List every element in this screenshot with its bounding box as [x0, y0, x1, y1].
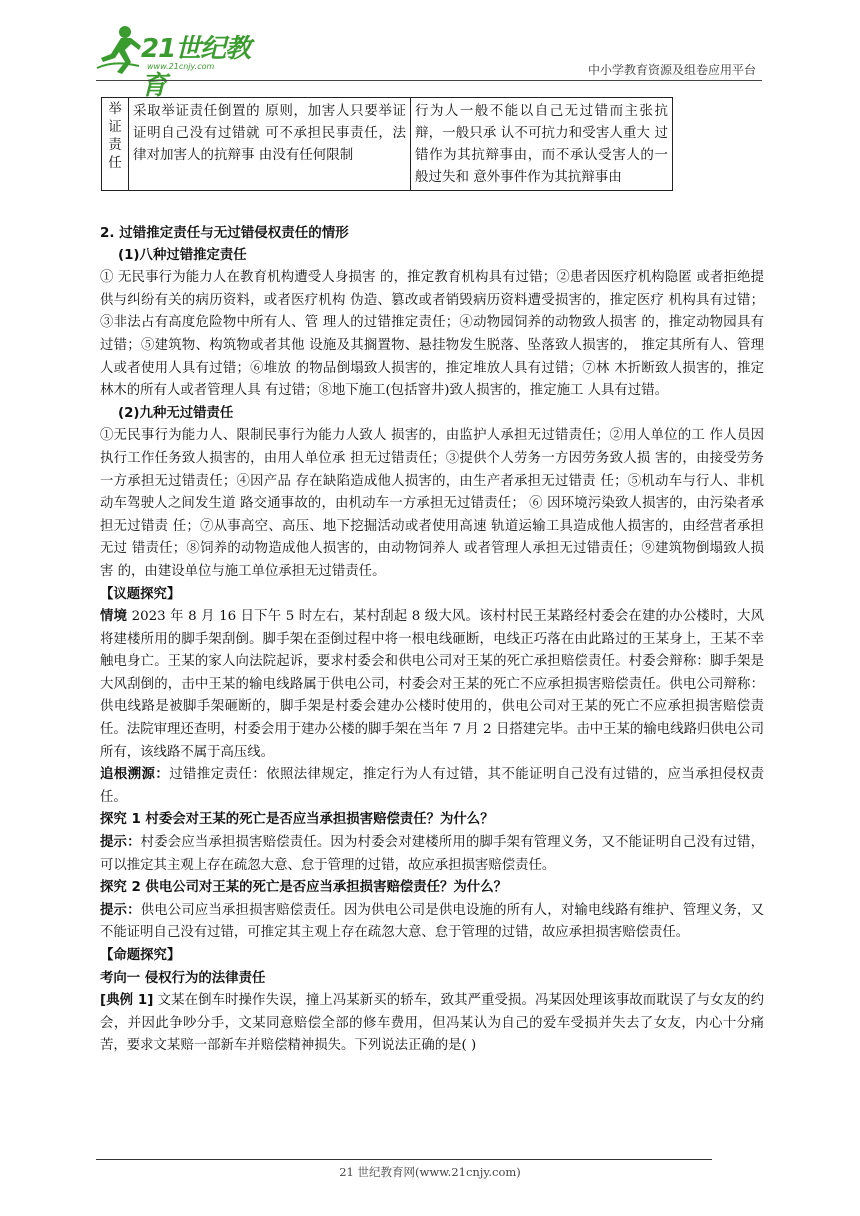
hint-1-label: 提示：: [100, 835, 141, 851]
explore-1: [100, 809, 764, 832]
runner-logo-icon: [95, 24, 143, 76]
trace-paragraph: [100, 764, 764, 809]
section-title: 2. 过错推定责任与无过错侵权责任的情形: [100, 225, 349, 241]
explore-1-label: 探究 1: [100, 812, 141, 828]
subsection-title-2: (2)九种无过错责任: [118, 405, 234, 421]
example-1-label: [典例 1]: [100, 993, 154, 1009]
header-platform-title: 中小学教育资源及组卷应用平台: [587, 63, 756, 77]
table-cell-no-fault: 行为人一般不能以自己无过错而主张抗辩，一般只承 认不可抗力和受害人重大 过错作为其抗辩事由，而不承认受害人的一般过失和 意外事件作为其抗辩事由: [411, 98, 673, 191]
example-1-text: 文某在倒车时操作失误，撞上冯某新买的轿车，致其严重受损。冯某因处理该事故而耽误了与女友的约会，并因此争吵分手，文某同意赔偿全部的修车费用，但冯某认为自己的爱车受损并失去了女友，内心十分痛苦，要求文某赔一部新车并赔偿精神损失。下列说法正确的是( ): [100, 993, 764, 1054]
direction-1-text: 侵权行为的法律责任: [140, 970, 266, 986]
table-row-head: [102, 98, 129, 191]
subsection-title-1: (1)八种过错推定责任: [118, 247, 247, 263]
site-logo: [95, 20, 275, 101]
paragraph-nine-no-fault: ①无民事行为能力人、限制民事行为能力人致人 损害的，由监护人承担无过错责任；②用人单位的工 作人员因执行工作任务致人损害的，由用人单位承 担无过错责任；③提供个人劳务一方因劳务致人损 害的，由接受劳务一方承担无过错责任；④因产品 存在缺陷造成他人损害的，由生产者承担无过错责 任；⑤机动车与行人、非机动车驾驶人之间发生道 路交通事故的，由机动车一方承担无过错责任； ⑥ 因环境污染致人损害的，由污染者承担无过错责 任；⑦从事高空、高压、地下挖掘活动或者使用高速 轨道运输工具造成他人损害的，由经营者承担无过 错责任；⑧饲养的动物造成他人损害的，由动物饲养人 或者管理人承担无过错责任；⑨建筑物倒塌致人损害 的，由建设单位与施工单位承担无过错责任。: [100, 428, 764, 579]
table-row: [102, 98, 673, 191]
trace-label: 追根溯源：: [100, 767, 170, 783]
situation-label: 情境: [100, 609, 128, 625]
explore-2: [100, 877, 764, 900]
situation-paragraph: [100, 606, 764, 764]
comparison-table: [101, 97, 673, 191]
hint-2: [100, 900, 764, 945]
explore-2-question: 供电公司对王某的死亡是否应当承担损害赔偿责任？为什么？: [140, 880, 507, 896]
paragraph-eight-presumptions: ① 无民事行为能力人在教育机构遭受人身损害 的，推定教育机构具有过错；②患者因医疗机构隐匿 或者拒绝提供与纠纷有关的病历资料，或者医疗机构 伪造、篡改或者销毁病历资料遭受损害的，推定医疗 机构具有过错；③非法占有高度危险物中所有人、管 理人的过错推定责任；④动物园饲养的动物致人损害 的，推定动物园具有过错；⑤建筑物、构筑物或者其他 设施及其搁置物、悬挂物发生脱落、坠落致人损害的， 推定其所有人、管理人或者使用人具有过错；⑥堆放 的物品倒塌致人损害的，推定堆放人具有过错；⑦林 木折断致人损害的，推定林木的所有人或者管理人具 有过错；⑧地下施工(包括窨井)致人损害的，推定施工 人具有过错。: [100, 270, 764, 399]
trace-text: 过错推定责任：依照法律规定，推定行为人有过错，其不能证明自己没有过错的，应当承担侵权责任。: [100, 767, 765, 805]
hint-2-label: 提示：: [100, 902, 141, 918]
direction-1-label: 考向一: [100, 970, 141, 986]
explore-2-label: 探究 2: [100, 880, 141, 896]
hint-1-text: 村委会应当承担损害赔偿责任。因为村委会对建楼所用的脚手架有管理义务，又不能证明自己没有过错，可以推定其主观上存在疏忽大意、怠于管理的过错，故应承担损害赔偿责任。: [100, 835, 765, 873]
example-1: [100, 990, 764, 1058]
mingti-heading: 【命题探究】: [100, 948, 181, 963]
footer-divider: [96, 1159, 712, 1160]
logo-url: www.21cnjy.com: [147, 62, 215, 71]
yiti-heading: 【议题探究】: [100, 586, 181, 602]
table-cell-fault-presumption: 采取举证责任倒置的 原则，加害人只要举证 证明自己没有过错就 可不承担民事责任，法 律对加害人的抗辩事 由没有任何限制: [129, 98, 411, 191]
main-content: [100, 222, 764, 1058]
direction-1: [100, 968, 764, 991]
hint-2-text: 供电公司应当承担损害赔偿责任。因为供电公司是供电设施的所有人，对输电线路有维护、管理义务，又不能证明自己没有过错，可推定其主观上存在疏忽大意、怠于管理的过错，故应承担损害赔偿责任。: [100, 902, 765, 941]
logo-text: 21世纪教育: [141, 34, 251, 101]
header-divider: [96, 80, 762, 81]
row-head-text: 举证责任: [108, 101, 122, 171]
explore-1-question: 村委会对王某的死亡是否应当承担损害赔偿责任？为什么？: [140, 812, 494, 828]
hint-1: [100, 832, 764, 877]
footer-text: 21 世纪教育网(www.21cnjy.com): [339, 1165, 521, 1179]
situation-text: 2023 年 8 月 16 日下午 5 时左右，某村刮起 8 级大风。该村村民王某路经村委会在建的办公楼时，大风将建楼所用的脚手架刮倒。脚手架在歪倒过程中将一根电线砸断，电线正巧落在由此路过的王某身上，王某不幸触电身亡。王某的家人向法院起诉，要求村委会和供电公司对王某的死亡承担赔偿责任。村委会辩称：脚手架是大风刮倒的，击中王某的输电线路属于供电公司，村委会对王某的死亡不应承担损害赔偿责任。供电公司辩称：供电线路是被脚手架砸断的，脚手架是村委会建办公楼时使用的，供电公司对王某的死亡不应承担损害赔偿责任。法院审理还查明，村委会用于建办公楼的脚手架在当年 7 月 2 日搭建完毕。击中王某的输电线路归供电公司所有，该线路不属于高压线。: [100, 609, 764, 760]
